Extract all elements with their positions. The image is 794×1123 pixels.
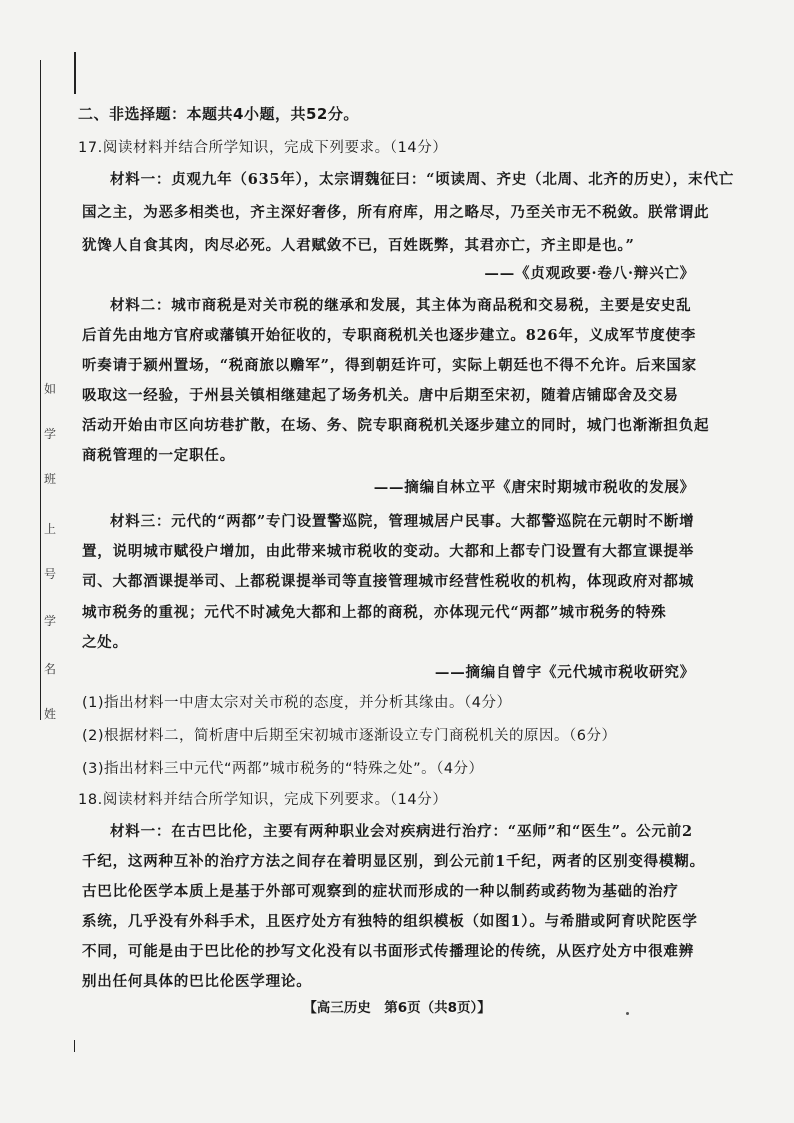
q18-m1-line: 不同，可能是由于巴比伦的抄写文化没有以书面形式传播理论的传统，从医疗处方中很难辨 (82, 943, 694, 960)
margin-char: 名 (44, 662, 57, 676)
q17-heading: 17.阅读材料并结合所学知识，完成下列要求。（14分） (78, 140, 448, 156)
q17-m3-source: ——摘编自曾宇《元代城市税收研究》 (434, 664, 695, 681)
q17-m1-line: 犹馋人自食其肉，肉尽必死。人君赋敛不已，百姓既弊，其君亦亡，齐主即是也。” (82, 237, 635, 254)
q17-m2-source: ——摘编自林立平《唐宋时期城市税收的发展》 (373, 479, 695, 496)
margin-char: 上 (44, 522, 57, 536)
q17-m3-line: 司、大都酒课提举司、上都税课提举司等直接管理城市经营性税收的机构，体现政府对都城 (82, 573, 694, 590)
q17-m1-line: 材料一：贞观九年（635年），太宗谓魏征曰：“顷读周、齐史（北周、北齐的历史），末代亡 (110, 171, 735, 188)
q18-heading: 18.阅读材料并结合所学知识，完成下列要求。（14分） (78, 792, 448, 808)
q17-m1-line: 国之主，为恶多相类也，齐主深好奢侈，所有府库，用之略尽，乃至关市无不税敛。朕常谓此 (82, 204, 710, 221)
margin-char: 学 (44, 427, 57, 441)
q17-m2-line: 活动开始由市区向坊巷扩散，在场、务、院专职商税机关逐步建立的同时，城门也渐渐担负起 (82, 417, 710, 434)
page-footer: 【高三历史 第6页（共8页）】 (303, 1000, 491, 1016)
q17-m3-line: 之处。 (82, 634, 128, 651)
scan-mark-bottom (74, 1040, 75, 1052)
q17-m3-line: 材料三：元代的“两都”专门设置警巡院，管理城居户民事。大都警巡院在元朝时不断增 (110, 513, 695, 530)
q18-m1-line: 系统，几乎没有外科手术，且医疗处方有独特的组织模板（如图1）。与希腊或阿育吠陀医学 (82, 913, 698, 930)
q17-m3-line: 城市税务的重视；元代不时减免大都和上都的商税，亦体现元代“两都”城市税务的特殊 (82, 604, 667, 621)
margin-char: 如 (44, 382, 57, 396)
q17-question-2: (2)根据材料二，简析唐中后期至宋初城市逐渐设立专门商税机关的原因。（6分） (82, 728, 617, 744)
q17-m3-line: 置，说明城市赋役户增加，由此带来城市税收的变动。大都和上都专门设置有大都宣课提举 (82, 543, 694, 560)
q18-m1-line: 千纪，这两种互补的治疗方法之间存在着明显区别，到公元前1千纪，两者的区别变得模糊。 (82, 853, 705, 870)
margin-char: 班 (44, 472, 57, 486)
q17-m1-source: ——《贞观政要·卷八·辩兴亡》 (484, 265, 695, 282)
q17-m2-line: 吸取这一经验，于州县关镇相继建起了场务机关。唐中后期至宋初，随着店铺邸舍及交易 (82, 387, 679, 404)
q18-m1-line: 别出任何具体的巴比伦医学理论。 (82, 973, 312, 990)
q17-question-1: (1)指出材料一中唐太宗对关市税的态度，并分析其缘由。（4分） (82, 695, 512, 711)
q18-m1-line: 古巴比伦医学本质上是基于外部可观察到的症状而形成的一种以制药或药物为基础的治疗 (82, 883, 679, 900)
q17-m2-line: 后首先由地方官府或藩镇开始征收的，专职商税机关也逐步建立。826年，义成军节度使李 (82, 327, 697, 344)
q18-m1-line: 材料一：在古巴比伦，主要有两种职业会对疾病进行治疗：“巫师”和“医生”。公元前2 (110, 823, 693, 840)
margin-char: 学 (44, 614, 57, 628)
scan-border-line (40, 60, 41, 720)
q17-m2-line: 听奏请于颍州置场，“税商旅以赡军”，得到朝廷许可，实际上朝廷也不得不允许。后来国家 (82, 357, 697, 374)
q17-m2-line: 材料二：城市商税是对关市税的继承和发展，其主体为商品税和交易税，主要是安史乱 (110, 297, 692, 314)
margin-char: 号 (44, 567, 57, 581)
q17-m2-line: 商税管理的一定职任。 (82, 447, 235, 464)
margin-char: 姓 (44, 707, 57, 721)
section-title: 二、非选择题：本题共4小题，共52分。 (78, 105, 359, 123)
scan-mark-line (74, 52, 76, 94)
q17-question-3: (3)指出材料三中元代“两都”城市税务的“特殊之处”。（4分） (82, 761, 484, 777)
